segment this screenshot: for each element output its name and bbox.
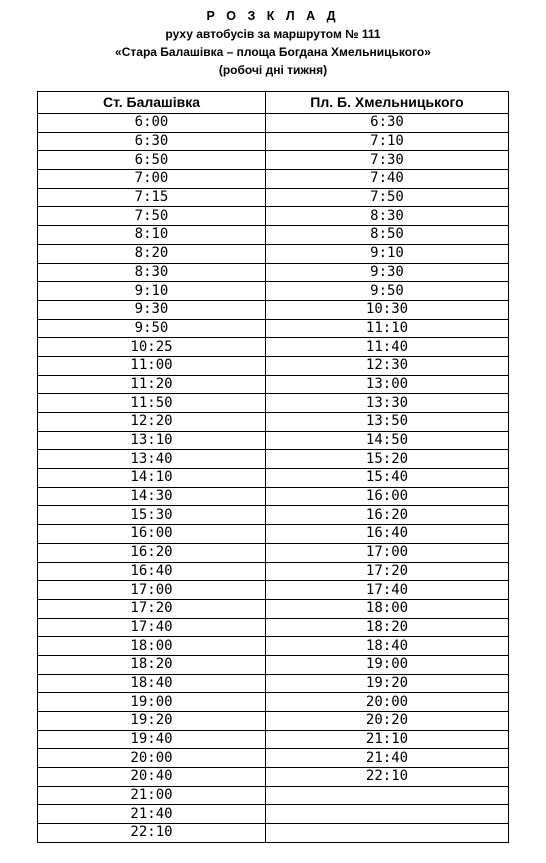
departure-khmelnytskoho: 17:20 <box>266 562 509 581</box>
departure-balashivka: 11:00 <box>38 356 266 375</box>
departure-khmelnytskoho <box>266 786 509 805</box>
departure-khmelnytskoho: 14:50 <box>266 431 509 450</box>
departure-balashivka: 20:00 <box>38 749 266 768</box>
departure-balashivka: 10:25 <box>38 338 266 357</box>
table-row <box>38 151 509 170</box>
departure-khmelnytskoho: 19:20 <box>266 674 509 693</box>
departure-khmelnytskoho: 21:40 <box>266 749 509 768</box>
departure-balashivka: 9:30 <box>38 300 266 319</box>
departure-balashivka: 11:20 <box>38 375 266 394</box>
table-row <box>38 786 509 805</box>
departure-khmelnytskoho: 12:30 <box>266 356 509 375</box>
departure-balashivka: 7:50 <box>38 207 266 226</box>
departure-balashivka: 12:20 <box>38 413 266 432</box>
table-row <box>38 413 509 432</box>
table-row <box>38 450 509 469</box>
departure-khmelnytskoho: 6:30 <box>266 114 509 133</box>
departure-balashivka: 8:30 <box>38 263 266 282</box>
column-header-from: Ст. Балашівка <box>38 92 266 114</box>
departure-balashivka: 6:00 <box>38 114 266 133</box>
departure-khmelnytskoho: 18:20 <box>266 618 509 637</box>
table-row <box>38 543 509 562</box>
departure-balashivka: 18:00 <box>38 637 266 656</box>
table-row <box>38 618 509 637</box>
departure-balashivka: 9:10 <box>38 282 266 301</box>
table-row <box>38 114 509 133</box>
table-row <box>38 693 509 712</box>
departure-khmelnytskoho: 7:30 <box>266 151 509 170</box>
departure-balashivka: 18:20 <box>38 655 266 674</box>
departure-khmelnytskoho: 15:20 <box>266 450 509 469</box>
table-row <box>38 824 509 843</box>
departure-balashivka: 11:50 <box>38 394 266 413</box>
table-row <box>38 805 509 824</box>
departure-khmelnytskoho <box>266 805 509 824</box>
departure-khmelnytskoho: 7:10 <box>266 132 509 151</box>
table-row <box>38 338 509 357</box>
departure-khmelnytskoho: 17:00 <box>266 543 509 562</box>
departure-khmelnytskoho: 8:30 <box>266 207 509 226</box>
departure-balashivka: 13:40 <box>38 450 266 469</box>
departure-khmelnytskoho <box>266 824 509 843</box>
departure-khmelnytskoho: 7:40 <box>266 170 509 189</box>
departure-khmelnytskoho: 13:30 <box>266 394 509 413</box>
departure-khmelnytskoho: 21:10 <box>266 730 509 749</box>
table-row <box>38 674 509 693</box>
departure-khmelnytskoho: 7:50 <box>266 188 509 207</box>
departure-khmelnytskoho: 18:40 <box>266 637 509 656</box>
table-row <box>38 282 509 301</box>
departure-khmelnytskoho: 9:10 <box>266 244 509 263</box>
table-row <box>38 300 509 319</box>
departure-khmelnytskoho: 9:30 <box>266 263 509 282</box>
table-row <box>38 712 509 731</box>
departure-khmelnytskoho: 19:00 <box>266 655 509 674</box>
schedule-header <box>0 0 546 79</box>
table-row <box>38 244 509 263</box>
departure-balashivka: 14:30 <box>38 487 266 506</box>
table-row <box>38 730 509 749</box>
departure-khmelnytskoho: 16:40 <box>266 525 509 544</box>
route-name: «Стара Балашівка – площа Богдана Хмельницького» <box>115 45 431 59</box>
departure-balashivka: 19:00 <box>38 693 266 712</box>
departure-balashivka: 16:40 <box>38 562 266 581</box>
departure-balashivka: 8:20 <box>38 244 266 263</box>
departure-khmelnytskoho: 15:40 <box>266 469 509 488</box>
departure-balashivka: 13:10 <box>38 431 266 450</box>
table-row <box>38 132 509 151</box>
table-row <box>38 226 509 245</box>
schedule-rows <box>38 114 509 843</box>
departure-balashivka: 22:10 <box>38 824 266 843</box>
table-row <box>38 375 509 394</box>
table-row <box>38 469 509 488</box>
table-row <box>38 562 509 581</box>
departure-balashivka: 14:10 <box>38 469 266 488</box>
departure-balashivka: 8:10 <box>38 226 266 245</box>
table-row <box>38 506 509 525</box>
departure-balashivka: 20:40 <box>38 768 266 787</box>
table-row <box>38 768 509 787</box>
departure-balashivka: 17:40 <box>38 618 266 637</box>
departure-balashivka: 16:20 <box>38 543 266 562</box>
table-row <box>38 170 509 189</box>
departure-balashivka: 16:00 <box>38 525 266 544</box>
departure-khmelnytskoho: 18:00 <box>266 599 509 618</box>
table-row <box>38 263 509 282</box>
departure-balashivka: 6:30 <box>38 132 266 151</box>
departure-balashivka: 9:50 <box>38 319 266 338</box>
table-row <box>38 487 509 506</box>
table-header-row <box>38 92 509 114</box>
departure-khmelnytskoho: 11:40 <box>266 338 509 357</box>
departure-balashivka: 21:00 <box>38 786 266 805</box>
table-row <box>38 749 509 768</box>
departure-balashivka: 19:40 <box>38 730 266 749</box>
table-row <box>38 394 509 413</box>
table-row <box>38 188 509 207</box>
table-row <box>38 356 509 375</box>
departure-khmelnytskoho: 13:50 <box>266 413 509 432</box>
departure-balashivka: 6:50 <box>38 151 266 170</box>
table-row <box>38 319 509 338</box>
departure-balashivka: 7:15 <box>38 188 266 207</box>
departure-balashivka: 15:30 <box>38 506 266 525</box>
departure-khmelnytskoho: 8:50 <box>266 226 509 245</box>
column-header-to: Пл. Б. Хмельницького <box>266 92 509 114</box>
departure-balashivka: 18:40 <box>38 674 266 693</box>
table-row <box>38 637 509 656</box>
days-note: (робочі дні тижня) <box>218 63 328 77</box>
table-row <box>38 599 509 618</box>
departure-khmelnytskoho: 16:20 <box>266 506 509 525</box>
departure-khmelnytskoho: 20:00 <box>266 693 509 712</box>
departure-khmelnytskoho: 16:00 <box>266 487 509 506</box>
departure-balashivka: 17:00 <box>38 581 266 600</box>
schedule-title: Р О З К Л А Д <box>206 9 340 23</box>
table-row <box>38 581 509 600</box>
table-row <box>38 431 509 450</box>
departure-khmelnytskoho: 17:40 <box>266 581 509 600</box>
departure-balashivka: 7:00 <box>38 170 266 189</box>
table-row <box>38 655 509 674</box>
schedule-table <box>37 91 509 843</box>
departure-khmelnytskoho: 9:50 <box>266 282 509 301</box>
route-line: руху автобусів за маршрутом № 111 <box>165 27 381 41</box>
table-row <box>38 207 509 226</box>
departure-khmelnytskoho: 13:00 <box>266 375 509 394</box>
departure-khmelnytskoho: 22:10 <box>266 768 509 787</box>
table-row <box>38 525 509 544</box>
departure-khmelnytskoho: 10:30 <box>266 300 509 319</box>
departure-khmelnytskoho: 11:10 <box>266 319 509 338</box>
departure-khmelnytskoho: 20:20 <box>266 712 509 731</box>
departure-balashivka: 17:20 <box>38 599 266 618</box>
departure-balashivka: 21:40 <box>38 805 266 824</box>
departure-balashivka: 19:20 <box>38 712 266 731</box>
